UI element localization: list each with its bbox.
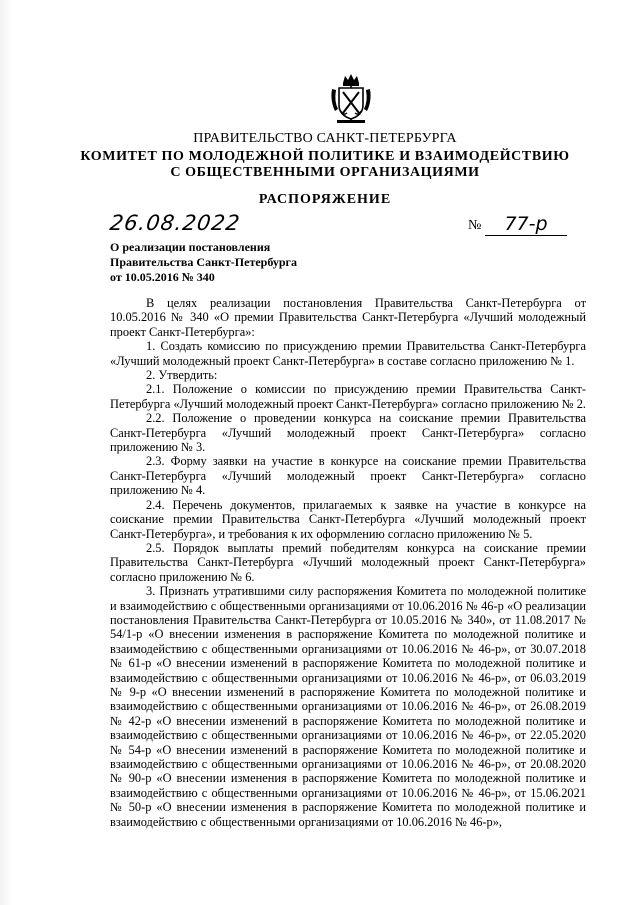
paragraph-2: 2. Утвердить: [146,368,218,383]
paragraph-2-1: 2.1. Положение о комиссии по присуждению премии Правительства Санкт-Петербурга «Лучший молодежный проект Санкт-Петербурга» согласно приложению № 2. [110,382,587,411]
document-date: 26.08.2022 [108,211,242,235]
subject-line-3: от 10.05.2016 № 340 [110,270,215,284]
paragraph-2-3: 2.3. Форму заявки на участие в конкурсе на соискание премии Правительства Санкт-Петербурга «Лучший молодежный проект Санкт-Петербурга» согласно приложению № 4. [110,454,586,498]
paragraph-3: 3. Признать утратившими силу распоряжения Комитета по молодежной политике и взаимодействию с общественными организациями от 10.06.2016 № 46-р «О реализации постановления Правительства Санкт-Петербурга от 10.05.2016 № 340», от 11.08.2017 № 54/1-р «О внесении изменения в распоряжение Комитета по молодежной политике и взаимодействию с общественными организациями от 10.06.2016 № 46-р», от 30.07.2018 № 61-р «О внесении изменений в распоряжение Комитета по молодежной политике и взаимодействию с общественными организациями от 10.06.2016 № 46-р», от 06.03.2019 № 9-р «О внесении изменений в распоряжение Комитета по молодежной политике и взаимодействию с общественными организациями от 10.06.2016 № 46-р», от 26.08.2019 № 42-р «О внесении изменений в распоряжение Комитета по молодежной политике и взаимодействию с общественными организациями от 10.06.2016 № 46-р», от 22.05.2020 № 54-р «О внесении изменений в распоряжение Комитета по молодежной политике и взаимодействию с общественными организациями от 10.06.2016 № 46-р», от 20.08.2020 № 90-р «О внесении изменения в распоряжение Комитета по молодежной политике и взаимодействию с общественными организациями от 10.06.2016 № 46-р», от 15.06.2021 № 50-р «О внесении изменения в распоряжение Комитета по молодежной политике и взаимодействию с общественными организациями от 10.06.2016 № 46-р», [110,584,586,829]
paragraph-2-4: 2.4. Перечень документов, прилагаемых к заявке на участие в конкурсе на соискание премии Правительства Санкт-Петербурга «Лучший молодежный проект Санкт-Петербурга», и требования к их оформлению согласно приложению № 5. [110,497,586,541]
committee-name [0,149,640,181]
government-name: ПРАВИТЕЛЬСТВО САНКТ-ПЕТЕРБУРГА [193,131,457,146]
committee-line-2: С ОБЩЕСТВЕННЫМИ ОРГАНИЗАЦИЯМИ [170,165,480,180]
subject-line-2: Правительства Санкт-Петербурга [110,255,298,269]
paragraph-2-2: 2.2. Положение о проведении конкурса на соискание премии Правительства Санкт-Петербурга «Лучший молодежный проект Санкт-Петербурга» согласно приложению № 3. [110,411,586,455]
committee-line-1: КОМИТЕТ ПО МОЛОДЕЖНОЙ ПОЛИТИКЕ И ВЗАИМОДЕЙСТВИЮ [80,149,570,164]
paragraph-preamble: В целях реализации постановления Правительства Санкт-Петербурга от 10.05.2016 № 340 «О премии Правительства Санкт-Петербурга «Лучший молодежный проект Санкт-Петербурга»: [110,296,586,339]
document-subject [110,240,297,285]
number-label: № [468,218,482,233]
coat-of-arms-icon [329,73,373,125]
paragraph-1: 1. Создать комиссию по присуждению премии Правительства Санкт-Петербурга «Лучший молодежный проект Санкт-Петербурга» в составе согласно приложению № 1. [110,339,586,368]
paragraph-2-5: 2.5. Порядок выплаты премий победителям конкурса на соискание премии Правительства Санкт-Петербурга «Лучший молодежный проект Санкт-Петербурга» согласно приложению № 6. [110,540,586,584]
document-body [110,296,586,829]
document-type: РАСПОРЯЖЕНИЕ [258,192,392,207]
subject-line-1: О реализации постановления [110,240,271,254]
document-number: 77-р [485,213,567,236]
